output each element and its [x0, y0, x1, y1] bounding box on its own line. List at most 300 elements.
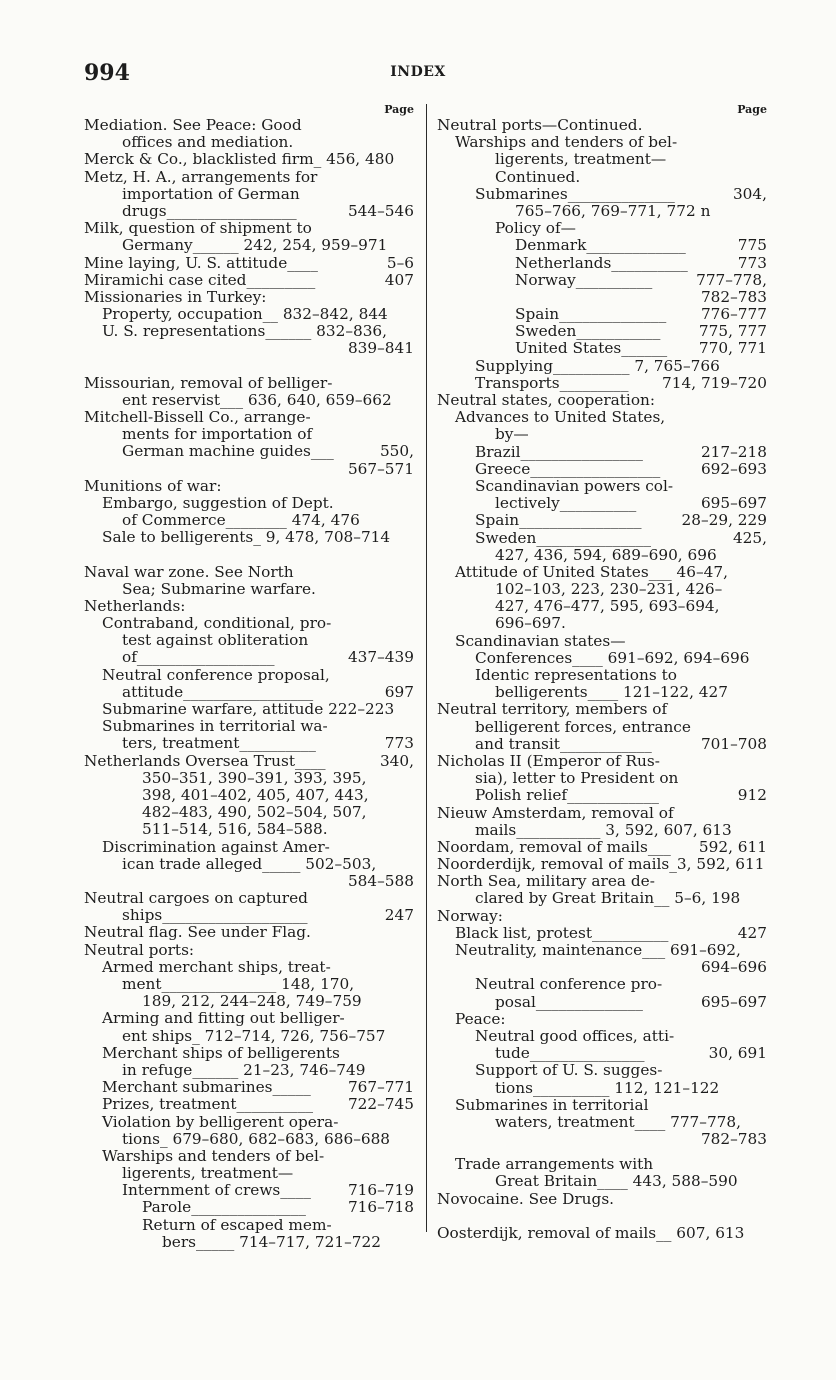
index-entry-text: Prizes, treatment__________	[102, 1095, 314, 1114]
index-page-ref: 427	[737, 923, 767, 942]
index-entry-text: Scandinavian powers col-	[475, 476, 674, 495]
index-entry-text: Identic representations to	[475, 666, 677, 684]
index-line	[84, 718, 414, 735]
index-line	[84, 495, 414, 512]
index-entry-text: German machine guides___	[122, 442, 334, 461]
index-line	[437, 1131, 767, 1148]
index-entry-text: Spain______________	[515, 305, 667, 324]
spacer	[84, 547, 414, 564]
index-entry-text: ligerents, treatment—	[495, 150, 667, 169]
index-line	[84, 1234, 414, 1251]
index-entry-text: belligerents____ 121–122, 427	[495, 683, 729, 702]
index-page-ref: 550,	[379, 442, 414, 461]
index-line	[84, 1148, 414, 1165]
index-entry-text: 398, 401–402, 405, 407, 443,	[142, 785, 369, 804]
index-entry-text: Sweden_______________	[475, 528, 652, 547]
index-entry-text: Black list, protest__________	[455, 923, 669, 942]
index-entry-text: tions_ 679–680, 682–683, 686–688	[122, 1129, 391, 1148]
index-entry-text: Oosterdijk, removal of mails__ 607, 613	[437, 1223, 745, 1242]
index-line	[437, 444, 767, 461]
index-entry-text: Neutral conference pro-	[475, 975, 663, 994]
index-line	[437, 117, 767, 134]
index-entry-text: Internment of crews____	[122, 1181, 311, 1200]
index-entry-text: 189, 212, 244–248, 749–759	[142, 992, 362, 1011]
index-entry-text: Missionaries in Turkey:	[84, 287, 267, 306]
index-line	[437, 1045, 767, 1062]
index-line	[437, 495, 767, 512]
index-line	[84, 667, 414, 684]
index-line	[84, 1062, 414, 1079]
index-entry-text: 427, 436, 594, 689–690, 696	[495, 545, 717, 564]
index-entry-text: ican trade alleged_____ 502–503,	[122, 854, 377, 873]
index-line	[84, 289, 414, 306]
index-entry-text: 427, 476–477, 595, 693–694,	[495, 597, 720, 616]
index-entry-text: Advances to United States,	[455, 408, 666, 427]
index-entry-text: Neutral ports—Continued.	[437, 116, 643, 134]
index-line	[437, 358, 767, 375]
index-entry-text: drugs_________________	[122, 201, 297, 220]
column-divider	[426, 104, 427, 1232]
index-line	[84, 649, 414, 666]
index-entry-text: Merchant ships of belligerents	[102, 1043, 340, 1062]
index-line	[84, 1114, 414, 1131]
index-page-ref: 775, 777	[698, 322, 767, 341]
index-line	[437, 203, 767, 220]
index-entry-text: Embargo, suggestion of Dept.	[102, 493, 334, 512]
index-page-ref: 714, 719–720	[662, 373, 767, 392]
index-line	[437, 1062, 767, 1079]
index-line	[437, 289, 767, 306]
index-line	[84, 821, 414, 838]
index-entry-text: 696–697.	[495, 614, 566, 633]
index-line	[437, 1114, 767, 1131]
index-line	[437, 1097, 767, 1114]
index-line	[437, 255, 767, 272]
index-entry-text: by—	[495, 425, 529, 444]
index-entry-text: Return of escaped mem-	[142, 1215, 332, 1234]
index-entry-text: Naval war zone. See North	[84, 562, 294, 581]
index-line	[84, 581, 414, 598]
index-line	[437, 684, 767, 701]
index-page-ref: 777–778,	[696, 270, 767, 289]
index-page-ref: 304,	[732, 184, 767, 203]
index-entry-text: Scandinavian states—	[455, 631, 626, 650]
index-entry-text: Neutral conference proposal,	[102, 665, 330, 684]
index-column-left	[84, 102, 414, 1251]
index-entry-text: Submarines in territorial wa-	[102, 717, 328, 736]
index-line	[437, 272, 767, 289]
index-entry-text: Novocaine. See Drugs.	[437, 1189, 615, 1208]
index-entry-text: Warships and tenders of bel-	[455, 133, 678, 152]
index-entry-text: Spain________________	[475, 511, 642, 530]
index-entry-text: Metz, H. A., arrangements for	[84, 167, 318, 186]
index-entry-text: Submarines in territorial	[455, 1095, 649, 1114]
index-line	[84, 564, 414, 581]
index-entry-text: Submarines______________	[475, 184, 675, 203]
page-column-heading: Page	[737, 103, 767, 116]
index-line	[84, 632, 414, 649]
index-page-ref: 782–783	[700, 1130, 767, 1149]
index-entry-text: Continued.	[495, 167, 581, 186]
spacer	[437, 1208, 767, 1225]
index-line	[84, 1217, 414, 1234]
index-line	[84, 1045, 414, 1062]
index-line	[437, 822, 767, 839]
index-entry-text: Violation by belligerent opera-	[102, 1112, 339, 1131]
index-entry-text: of Commerce________ 474, 476	[122, 511, 360, 530]
index-entry-text: ments for importation of	[122, 425, 313, 444]
index-line	[84, 598, 414, 615]
spacer	[84, 358, 414, 375]
index-page-ref: 716–718	[347, 1198, 414, 1217]
index-entry-text: ment_______________ 148, 170,	[122, 975, 355, 993]
index-column-right	[437, 102, 767, 1242]
index-line	[84, 993, 414, 1010]
index-line	[84, 323, 414, 340]
index-entry-text: Missourian, removal of belliger-	[84, 373, 333, 392]
index-entry-text: Netherlands Oversea Trust____	[84, 751, 326, 770]
index-line	[437, 512, 767, 529]
index-page-ref: 30, 691	[708, 1044, 767, 1063]
index-line	[84, 976, 414, 993]
index-page-ref: 695–697	[700, 494, 767, 513]
index-line	[437, 667, 767, 684]
index-line	[437, 323, 767, 340]
index-line	[437, 753, 767, 770]
index-line	[84, 890, 414, 907]
index-line	[84, 856, 414, 873]
index-line	[437, 719, 767, 736]
index-entry-text: Brazil________________	[475, 442, 643, 461]
index-entry-text: test against obliteration	[122, 631, 309, 650]
index-line	[84, 340, 414, 357]
index-line	[437, 701, 767, 718]
index-page-ref: 695–697	[700, 992, 767, 1011]
index-line	[437, 839, 767, 856]
index-entry-text: Warships and tenders of bel-	[102, 1146, 325, 1165]
index-line	[84, 409, 414, 426]
index-line	[84, 839, 414, 856]
index-entry-text: Arming and fitting out belliger-	[102, 1009, 345, 1028]
index-line	[437, 392, 767, 409]
index-page-ref: 217–218	[700, 442, 767, 461]
index-line	[84, 117, 414, 134]
index-entry-text: Transports_________	[475, 373, 629, 392]
index-line	[437, 151, 767, 168]
index-page-ref: 592, 611	[698, 837, 767, 856]
index-line	[84, 1028, 414, 1045]
index-entry-text: 102–103, 223, 230–231, 426–	[495, 580, 723, 599]
index-page-ref: 776–777	[700, 305, 767, 324]
index-line	[84, 134, 414, 151]
index-line	[437, 856, 767, 873]
index-line	[84, 753, 414, 770]
index-line	[84, 151, 414, 168]
index-entry-text: Munitions of war:	[84, 476, 222, 495]
index-page-ref: 767–771	[347, 1078, 414, 1097]
index-line	[84, 443, 414, 460]
index-entry-text: Neutral good offices, atti-	[475, 1026, 675, 1045]
index-entry-text: Discrimination against Amer-	[102, 837, 330, 856]
index-line	[437, 890, 767, 907]
index-entry-text: U. S. representations______ 832–836,	[102, 322, 388, 341]
index-entry-text: Milk, question of shipment to	[84, 219, 312, 238]
index-line	[437, 530, 767, 547]
index-entry-text: Parole_______________	[142, 1198, 306, 1217]
index-page-ref: 584–588	[347, 871, 414, 890]
index-line	[84, 1010, 414, 1027]
index-line	[84, 203, 414, 220]
index-entry-text: Neutral cargoes on captured	[84, 889, 308, 908]
index-entry-text: North Sea, military area de-	[437, 872, 655, 891]
index-entry-text: Sea; Submarine warfare.	[122, 579, 316, 598]
index-entry-text: ent ships_ 712–714, 726, 756–757	[122, 1026, 386, 1045]
index-line	[84, 701, 414, 718]
index-line	[84, 770, 414, 787]
index-line	[84, 461, 414, 478]
index-page-ref: 544–546	[347, 201, 414, 220]
index-entries-right	[437, 117, 767, 1242]
index-line	[84, 787, 414, 804]
index-line	[437, 1173, 767, 1190]
index-entry-text: Armed merchant ships, treat-	[102, 957, 331, 976]
index-entry-text: and transit____________	[475, 734, 652, 753]
index-line	[84, 684, 414, 701]
index-line	[84, 1096, 414, 1113]
index-page-ref: 912	[737, 786, 767, 805]
index-page-ref: 28–29, 229	[681, 511, 767, 530]
index-line	[437, 598, 767, 615]
index-entry-text: Conferences____ 691–692, 694–696	[475, 648, 750, 667]
index-line	[437, 340, 767, 357]
index-entry-text: sia), letter to President on	[475, 769, 679, 788]
index-entry-text: Mediation. See Peace: Good	[84, 116, 302, 134]
index-line	[84, 924, 414, 941]
index-entry-text: ligerents, treatment—	[122, 1164, 294, 1183]
index-entry-text: of__________________	[122, 648, 275, 667]
index-line	[437, 1028, 767, 1045]
index-entry-text: ters, treatment__________	[122, 734, 316, 753]
index-line	[437, 633, 767, 650]
index-entry-text: Netherlands:	[84, 596, 186, 615]
index-page-ref: 775	[737, 236, 767, 255]
index-line	[437, 478, 767, 495]
index-line	[437, 409, 767, 426]
index-page-ref: 770, 771	[698, 339, 767, 358]
index-entry-text: Greece_________________	[475, 459, 661, 478]
index-entry-text: Attitude of United States___ 46–47,	[455, 562, 728, 581]
index-entry-text: Merchant submarines_____	[102, 1078, 311, 1097]
index-line	[437, 805, 767, 822]
index-line	[437, 1225, 767, 1242]
index-line	[437, 581, 767, 598]
index-entry-text: Neutral states, cooperation:	[437, 391, 656, 409]
index-line	[437, 1011, 767, 1028]
index-entry-text: Mine laying, U. S. attitude____	[84, 253, 318, 272]
index-line	[437, 564, 767, 581]
index-entry-text: ent reservist___ 636, 640, 659–662	[122, 390, 392, 409]
index-entry-text: Peace:	[455, 1009, 506, 1028]
index-page-ref: 5–6	[386, 253, 414, 272]
index-line	[84, 942, 414, 959]
index-page-ref: 340,	[379, 751, 414, 770]
index-entry-text: Nieuw Amsterdam, removal of	[437, 803, 674, 822]
index-line	[84, 529, 414, 546]
index-line	[437, 426, 767, 443]
index-entry-text: lectively__________	[495, 494, 637, 513]
index-page-ref: 722–745	[347, 1095, 414, 1114]
index-line	[84, 237, 414, 254]
index-line	[437, 925, 767, 942]
page-number: 994	[84, 60, 130, 86]
index-entry-text: offices and mediation.	[122, 133, 294, 152]
index-entry-text: in refuge______ 21–23, 746–749	[122, 1060, 366, 1079]
index-line	[84, 615, 414, 632]
index-line	[84, 272, 414, 289]
index-line	[437, 736, 767, 753]
index-entry-text: 765–766, 769–771, 772 n	[515, 201, 711, 220]
index-line	[84, 1131, 414, 1148]
index-line	[437, 220, 767, 237]
index-line	[437, 461, 767, 478]
index-line	[437, 237, 767, 254]
index-entry-text: 511–514, 516, 584–588.	[142, 820, 328, 839]
index-entry-text: Germany______ 242, 254, 959–971	[122, 236, 388, 255]
index-entry-text: Sweden___________	[515, 322, 661, 341]
index-entry-text: Mitchell-Bissell Co., arrange-	[84, 408, 311, 426]
index-entry-text: attitude_________________	[122, 682, 314, 701]
index-entry-text: 350–351, 390–391, 393, 395,	[142, 768, 367, 787]
index-page-ref: 247	[384, 906, 414, 925]
index-entry-text: Property, occupation__ 832–842, 844	[102, 305, 388, 324]
index-entry-text: belligerent forces, entrance	[475, 717, 691, 736]
index-entry-text: Norway:	[437, 906, 503, 925]
index-page-ref: 782–783	[700, 287, 767, 306]
index-line	[84, 220, 414, 237]
index-entry-text: Denmark_____________	[515, 236, 686, 255]
index-page-ref: 701–708	[700, 734, 767, 753]
index-line	[84, 873, 414, 890]
index-entry-text: Support of U. S. sugges-	[475, 1061, 663, 1080]
index-entry-text: Norway__________	[515, 270, 653, 289]
index-line	[84, 735, 414, 752]
index-line	[437, 908, 767, 925]
index-line	[437, 650, 767, 667]
index-line	[84, 426, 414, 443]
index-line	[437, 375, 767, 392]
index-page-ref: 697	[384, 682, 414, 701]
index-page-ref: 716–719	[347, 1181, 414, 1200]
index-line	[437, 186, 767, 203]
index-line	[84, 1182, 414, 1199]
index-line	[437, 615, 767, 632]
index-entry-text: posal______________	[495, 992, 643, 1011]
index-page-ref: 773	[737, 253, 767, 272]
index-line	[437, 994, 767, 1011]
index-page-ref: 773	[384, 734, 414, 753]
index-page-ref: 567–571	[347, 459, 414, 478]
index-line	[84, 169, 414, 186]
index-line	[84, 478, 414, 495]
index-line	[84, 1199, 414, 1216]
index-entry-text: importation of German	[122, 184, 300, 203]
index-line	[437, 942, 767, 959]
index-entry-text: Great Britain____ 443, 588–590	[495, 1172, 738, 1191]
index-line	[84, 959, 414, 976]
index-line	[84, 375, 414, 392]
index-entry-text: Sale to belligerents_ 9, 478, 708–714	[102, 528, 391, 547]
index-page-ref: 692–693	[700, 459, 767, 478]
index-entry-text: tude_______________	[495, 1044, 645, 1063]
index-page-ref: 425,	[732, 528, 767, 547]
running-head: INDEX	[390, 64, 446, 80]
index-line	[437, 976, 767, 993]
index-line	[437, 1156, 767, 1173]
index-page-ref: 839–841	[347, 339, 414, 358]
index-entry-text: United States______	[515, 339, 668, 358]
index-entry-text: Polish relief____________	[475, 786, 659, 805]
index-line	[437, 134, 767, 151]
index-entry-text: ships___________________	[122, 906, 308, 925]
index-entry-text: 482–483, 490, 502–504, 507,	[142, 803, 367, 822]
index-entry-text: Neutral territory, members of	[437, 700, 668, 719]
index-entry-text: Supplying__________ 7, 765–766	[475, 356, 720, 375]
index-line	[437, 770, 767, 787]
index-line	[437, 959, 767, 976]
index-page-ref: 407	[384, 270, 414, 289]
index-line	[84, 255, 414, 272]
index-line	[437, 547, 767, 564]
index-entry-text: Neutral flag. See under Flag.	[84, 923, 311, 942]
index-entry-text: Miramichi case cited_________	[84, 270, 316, 289]
index-entry-text: Contraband, conditional, pro-	[102, 614, 332, 633]
index-entry-text: mails___________ 3, 592, 607, 613	[475, 820, 732, 839]
index-entry-text: Noordam, removal of mails___	[437, 837, 671, 856]
index-entries-left	[84, 117, 414, 1251]
index-line	[84, 512, 414, 529]
index-page-ref: 694–696	[700, 958, 767, 977]
index-page-ref: 437–439	[347, 648, 414, 667]
index-entry-text: bers_____ 714–717, 721–722	[162, 1232, 381, 1251]
index-line	[84, 186, 414, 203]
index-entry-text: Merck & Co., blacklisted firm_ 456, 480	[84, 150, 395, 169]
index-entry-text: Trade arrangements with	[455, 1155, 654, 1174]
index-line	[437, 873, 767, 890]
index-entry-text: Submarine warfare, attitude 222–223	[102, 700, 395, 718]
index-entry-text: Nicholas II (Emperor of Rus-	[437, 751, 660, 770]
index-entry-text: Noorderdijk, removal of mails_3, 592, 611	[437, 855, 765, 874]
index-line	[84, 804, 414, 821]
index-entry-text: tions__________ 112, 121–122	[495, 1078, 720, 1097]
index-line	[84, 1079, 414, 1096]
index-line	[437, 787, 767, 804]
index-line	[84, 306, 414, 323]
page-column-heading: Page	[384, 103, 414, 116]
index-entry-text: Neutral ports:	[84, 940, 195, 959]
index-line	[84, 907, 414, 924]
index-entry-text: Neutrality, maintenance___ 691–692,	[455, 941, 741, 959]
index-entry-text: Netherlands__________	[515, 253, 688, 272]
index-entry-text: clared by Great Britain__ 5–6, 198	[475, 889, 741, 908]
index-line	[84, 1165, 414, 1182]
index-line	[437, 306, 767, 323]
index-line	[437, 1080, 767, 1097]
index-line	[437, 1191, 767, 1208]
index-entry-text: waters, treatment____ 777–778,	[495, 1112, 741, 1131]
index-entry-text: Policy of—	[495, 219, 576, 238]
index-line	[84, 392, 414, 409]
index-line	[437, 169, 767, 186]
